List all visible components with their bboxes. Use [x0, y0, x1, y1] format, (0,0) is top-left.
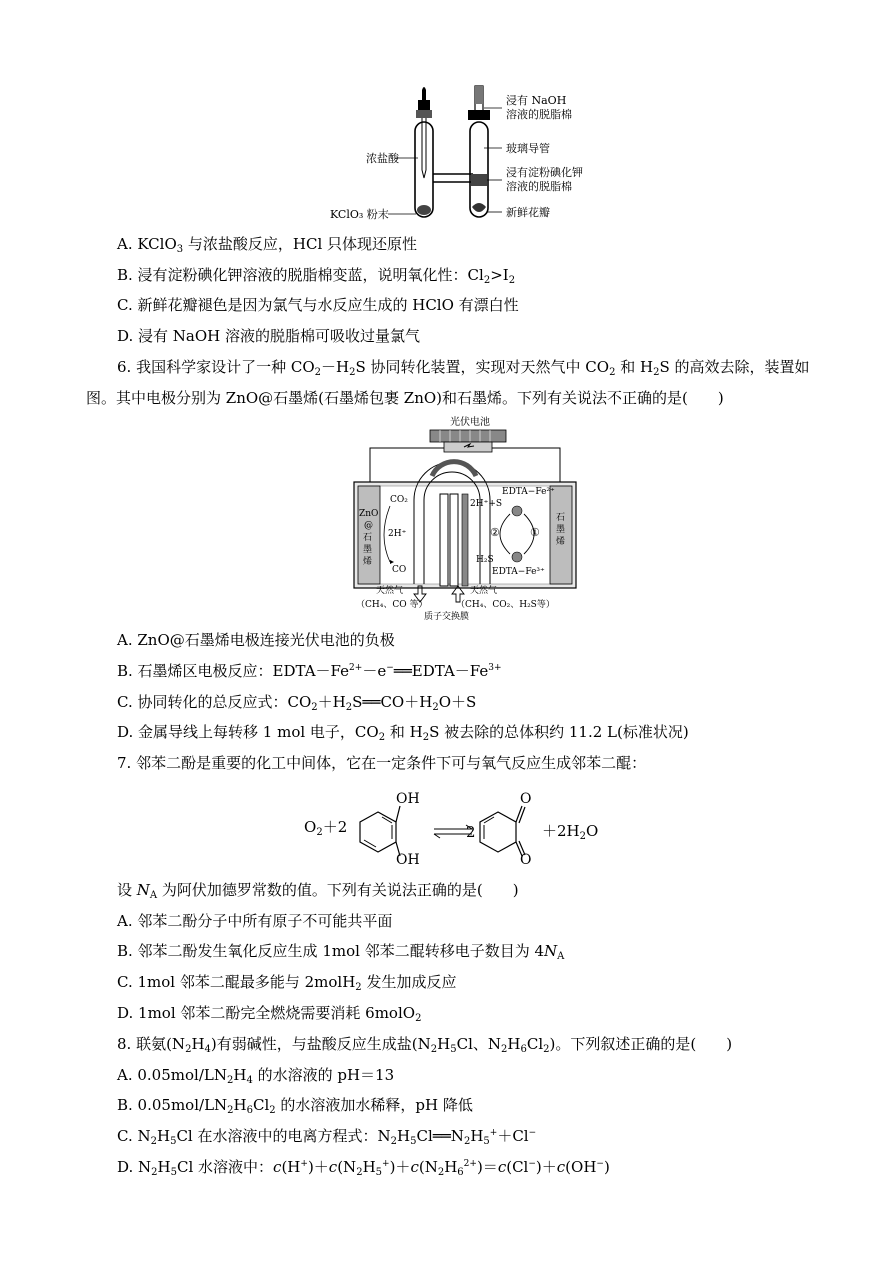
label-membrane: 质子交换膜 [424, 612, 470, 622]
q6-option-c: C. 协同转化的总反应式：$CO_2+H_2S══CO+H_2O+S$ [117, 693, 477, 713]
label-naoh-cotton-1: 浸有 NaOH [506, 94, 567, 107]
q7-option-c: C. 1mol 邻苯二醌最多能与 2molH$_2$ 发生加成反应 [117, 973, 457, 993]
eq-o-bottom: O [520, 852, 532, 868]
label-ki-cotton-1: 浸有淀粉碘化钾 [506, 166, 583, 179]
label-left-electrode-zno: ZnO [359, 509, 379, 519]
label-glass-tube: 玻璃导管 [506, 142, 550, 155]
q8-option-a: A. $0.05mol/LN_2H_4$ 的水溶液的 pH＝13 [117, 1066, 395, 1086]
label-right-electrode-c2: 墨 [556, 525, 566, 535]
label-kclo3: KClO₃ 粉末 [330, 208, 389, 221]
label-naoh-cotton-2: 溶液的脱脂棉 [506, 108, 572, 121]
eq-o-top: O [520, 791, 532, 807]
co2-h2s-device-figure [352, 414, 578, 622]
label-left-electrode-c1: 石 [363, 533, 373, 543]
q7-stem: 7. 邻苯二酚是重要的化工中间体，它在一定条件下可与氧气反应生成邻苯二醌： [117, 754, 647, 772]
q5-option-b: B. 浸有淀粉碘化钾溶液的脱脂棉变蓝，说明氧化性：$Cl_2>I_2$ [117, 266, 516, 286]
label-gas-in: 天然气 [470, 586, 498, 596]
q6-option-b: B. 石墨烯区电极反应：$EDTA-Fe^{2+}-e^-══EDTA-Fe^{3+}$ [117, 662, 502, 680]
label-step-2: ② [490, 526, 500, 539]
q8-option-c: C. $N_2H_5Cl$ 在水溶液中的电离方程式：$N_2H_5Cl══N_2H_5^++Cl^-$ [117, 1127, 537, 1147]
label-left-electrode-c3: 烯 [363, 557, 373, 567]
label-gas-out: 天然气 [376, 586, 404, 596]
catechol-oxidation-equation [300, 786, 620, 868]
eq-oh-top: OH [396, 791, 420, 807]
label-left-electrode-at: @ [364, 521, 373, 531]
q8-stem: 8. 联氨$(N_2H_4)$有弱碱性，与盐酸反应生成盐($N_2H_5Cl$、$N_2H_6Cl_2$)。下列叙述正确的是( ) [117, 1035, 733, 1055]
label-gas-in-comp: （CH₄、CO₂、H₂S等） [456, 600, 555, 610]
label-petals: 新鲜花瓣 [506, 206, 550, 219]
q5-option-a: A. KClO$_3$ 与浓盐酸反应，HCl 只体现还原性 [117, 235, 418, 255]
q7-na-line: 设 $N_A$ 为阿伏加德罗常数的值。下列有关说法正确的是( ) [117, 881, 519, 901]
eq-oh-bottom: OH [396, 852, 420, 868]
label-edta-fe3: EDTA−Fe³⁺ [492, 567, 545, 577]
q7-option-d: D. 1mol 邻苯二酚完全燃烧需要消耗 6molO$_2$ [117, 1004, 422, 1024]
label-2h-plus-left: 2H⁺ [388, 529, 407, 539]
label-left-electrode-c2: 墨 [363, 545, 373, 555]
label-co: CO [392, 565, 407, 575]
label-gas-out-comp: （CH₄、CO 等） [356, 600, 428, 610]
label-right-electrode-c1: 石 [556, 513, 566, 523]
label-conc-hcl: 浓盐酸 [366, 152, 399, 165]
q6-stem-1: 6. 我国科学家设计了一种 $CO_2-H_2S$ 协同转化装置，实现对天然气中 $CO_2$ 和 $H_2S$ 的高效去除，装置如 [117, 358, 810, 378]
q6-stem-2: 图。其中电极分别为 ZnO@石墨烯(石墨烯包裹 ZnO)和石墨烯。下列有关说法不正确的是( ) [86, 389, 724, 407]
label-right-electrode-c3: 烯 [556, 537, 566, 547]
eq-o2-plus-2: $O_2+2$ [304, 818, 348, 838]
q6-option-a: A. ZnO@石墨烯电极连接光伏电池的负极 [117, 631, 395, 649]
q7-option-a: A. 邻苯二酚分子中所有原子不可能共平面 [117, 912, 393, 930]
eq-coef-2: 2 [466, 823, 476, 841]
label-h2s: H₂S [476, 555, 494, 565]
q8-option-b: B. $0.05mol/LN_2H_6Cl_2$ 的水溶液加水稀释，pH 降低 [117, 1096, 473, 1116]
label-solar-cell: 光伏电池 [450, 417, 490, 428]
label-edta-fe2: EDTA−Fe²⁺ [502, 487, 555, 497]
q5-option-d: D. 浸有 NaOH 溶液的脱脂棉可吸收过量氯气 [117, 327, 421, 345]
q8-option-d: D. $N_2H_5Cl$ 水溶液中：$c(H^+)+c(N_2H_5^+)+c(N_2H_6^{2+})=c(Cl^-)+c(OH^-)$ [117, 1158, 610, 1178]
label-2h-s: 2H⁺+S [470, 499, 503, 509]
eq-plus-water: $+2H_2O$ [542, 822, 599, 842]
chlorine-apparatus-figure [330, 82, 590, 230]
q6-option-d: D. 金属导线上每转移 1 mol 电子，$CO_2$ 和 $H_2S$ 被去除的总体积约 11.2 L(标准状况) [117, 723, 689, 743]
q7-option-b: B. 邻苯二酚发生氧化反应生成 1mol 邻苯二醌转移电子数目为 $4N_A$ [117, 942, 565, 962]
q5-option-c: C. 新鲜花瓣褪色是因为氯气与水反应生成的 HClO 有漂白性 [117, 296, 519, 314]
label-co2: CO₂ [390, 495, 408, 505]
label-step-1: ① [530, 526, 540, 539]
label-ki-cotton-2: 溶液的脱脂棉 [506, 180, 572, 193]
